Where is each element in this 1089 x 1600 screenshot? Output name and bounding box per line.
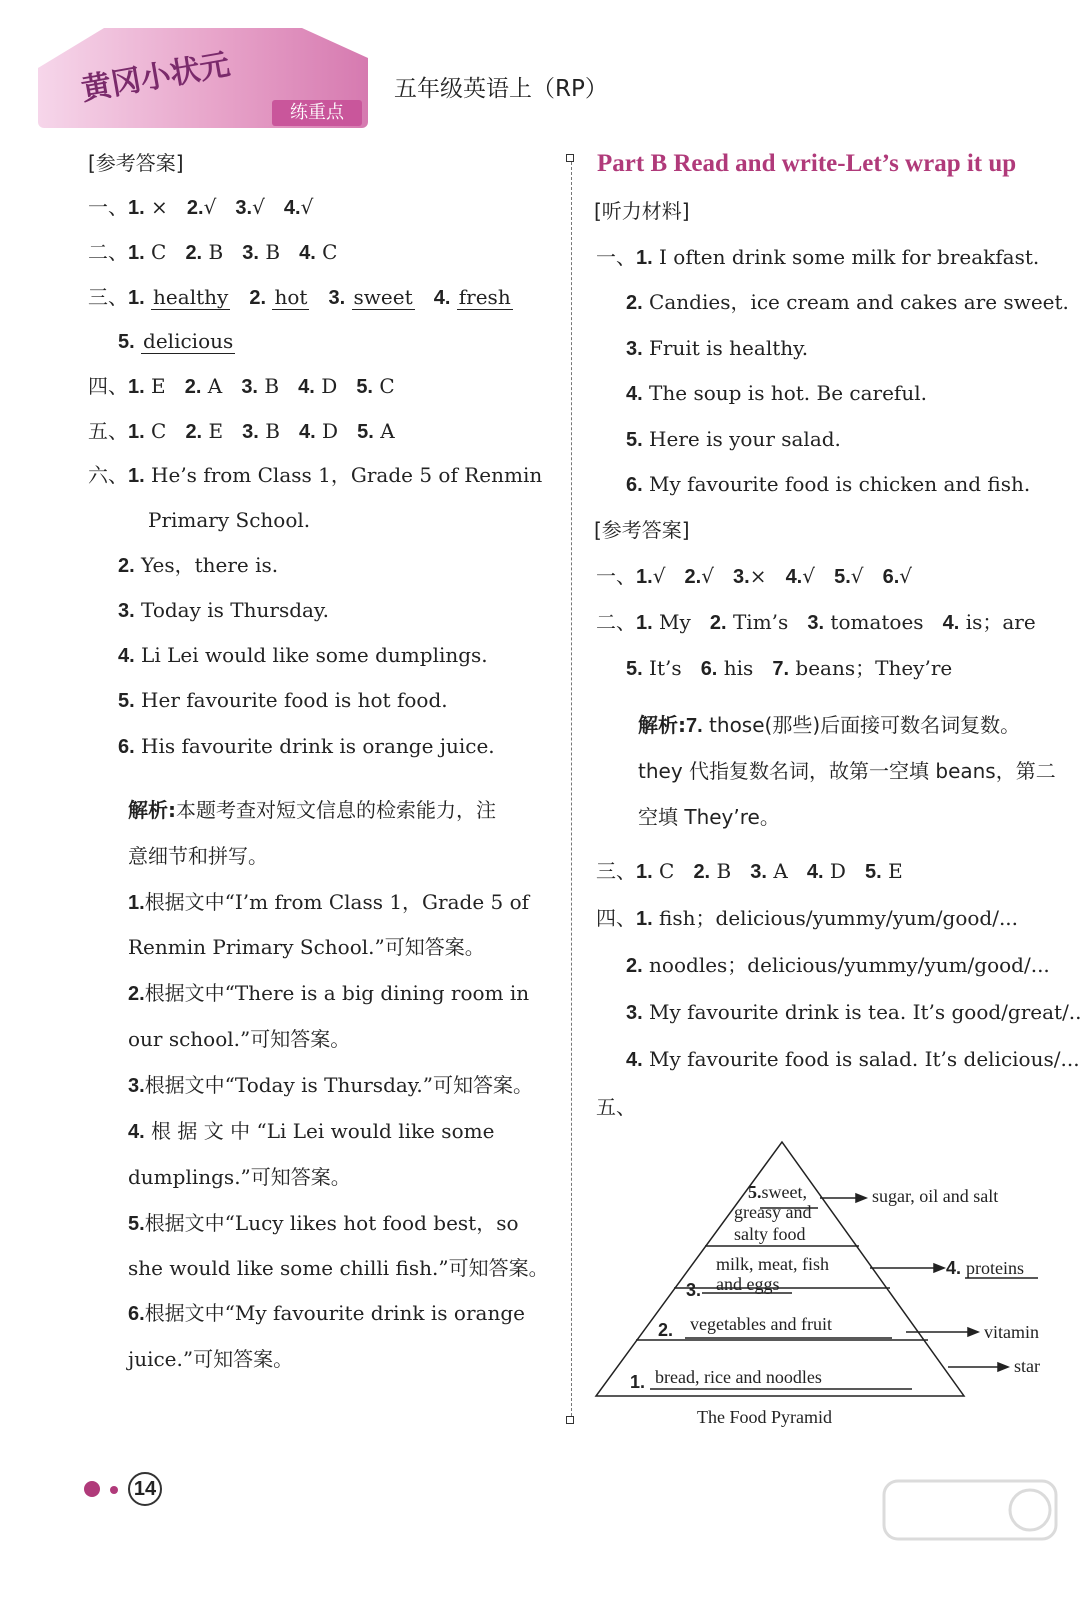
left-answer-row-3: 三、1. healthy 2. hot 3. sweet 4. fresh — [88, 285, 511, 309]
left-explain-2: 2.根据文中“There is a big dining room in — [128, 981, 530, 1005]
left-explain-1: 1.根据文中“I’m from Class 1，Grade 5 of — [128, 890, 530, 914]
divider-bottom-cap — [566, 1416, 574, 1424]
right-analysis-line1: 解析:7. those(那些)后面接可数名词复数。 — [638, 713, 1021, 737]
svg-text:and eggs: and eggs — [716, 1274, 780, 1294]
listening-heading: [听力材料] — [594, 199, 690, 223]
right-row5-prefix: 五、 — [596, 1095, 636, 1119]
left-answer-row-2: 二、1. C 2. B 3. B 4. C — [88, 240, 338, 264]
svg-text:greasy and: greasy and — [734, 1202, 812, 1222]
svg-text:sugar, oil and salt: sugar, oil and salt — [872, 1186, 999, 1206]
svg-text:vegetables and fruit: vegetables and fruit — [690, 1314, 832, 1334]
listening-item: 4. The soup is hot. Be careful. — [626, 381, 927, 405]
left-explain-1-cont: Renmin Primary School.”可知答案。 — [128, 935, 485, 959]
arrow-icon — [968, 1328, 978, 1336]
left-explain-4-cont: dumplings.”可知答案。 — [128, 1165, 351, 1189]
left-row6-q4: 4. Li Lei would like some dumplings. — [118, 643, 488, 667]
page-dot-small — [110, 1486, 118, 1494]
right-row4-item: 4. My favourite food is salad. It’s delicious/... — [626, 1047, 1080, 1071]
svg-text:1.: 1. — [630, 1372, 646, 1392]
left-row6-q3: 3. Today is Thursday. — [118, 598, 329, 622]
right-analysis-line3: 空填 They’re。 — [638, 805, 780, 829]
svg-text:star: star — [1014, 1356, 1040, 1376]
svg-text:2.: 2. — [658, 1320, 674, 1340]
right-analysis-line2: they 代指复数名词，故第一空填 beans，第二 — [638, 759, 1056, 783]
divider-top-cap — [566, 154, 574, 162]
left-answer-row-5: 五、1. C 2. E 3. B 4. D 5. A — [88, 419, 395, 443]
listening-item: 一、1. I often drink some milk for breakfast. — [596, 245, 1040, 269]
left-answer-heading: [参考答案] — [88, 151, 184, 175]
right-answer-row-2-cont: 5. It’s 6. his 7. beans；They’re — [626, 656, 953, 680]
left-explain-3: 3.根据文中“Today is Thursday.”可知答案。 — [128, 1073, 534, 1097]
left-explain-2-cont: our school.”可知答案。 — [128, 1027, 351, 1051]
logo: 黄冈小状元 — [78, 47, 233, 108]
left-row6-q1-cont: Primary School. — [148, 508, 311, 532]
right-row4-item: 3. My favourite drink is tea. It’s good/great/.. — [626, 1000, 1082, 1024]
left-answer-row-3-cont: 5. delicious — [118, 329, 234, 353]
column-divider — [571, 162, 572, 1416]
right-answer-row-3: 三、1. C 2. B 3. A 4. D 5. E — [596, 859, 903, 883]
svg-text:3.: 3. — [686, 1280, 702, 1300]
svg-text:milk, meat, fish: milk, meat, fish — [716, 1254, 829, 1274]
left-answer-row-1: 一、1. × 2.√ 3.√ 4.√ — [88, 195, 314, 219]
listening-item: 6. My favourite food is chicken and fish. — [626, 472, 1031, 496]
arrow-icon — [934, 1264, 944, 1272]
left-explain-6: 6.根据文中“My favourite drink is orange — [128, 1301, 525, 1325]
listening-item: 3. Fruit is healthy. — [626, 336, 809, 360]
right-answer-heading: [参考答案] — [594, 518, 690, 542]
svg-text:4.: 4. — [946, 1258, 962, 1278]
left-row6-q1: 六、1. He’s from Class 1，Grade 5 of Renmin — [88, 463, 543, 487]
food-pyramid-diagram — [580, 1130, 1060, 1440]
left-answer-row-4: 四、1. E 2. A 3. B 4. D 5. C — [88, 374, 395, 398]
left-row6-q6: 6. His favourite drink is orange juice. — [118, 734, 495, 758]
page-number: 14 — [128, 1472, 162, 1506]
book-title: 五年级英语上（RP） — [394, 76, 608, 102]
right-row4-item: 2. noodles；delicious/yummy/yum/good/... — [626, 953, 1050, 977]
left-analysis-line2: 意细节和拼写。 — [128, 844, 268, 868]
arrow-icon — [856, 1194, 866, 1202]
header-subtitle: 练重点 — [272, 100, 362, 126]
page-dot-large — [84, 1481, 100, 1497]
left-analysis-line1: 解析:本题考查对短文信息的检索能力，注 — [128, 798, 496, 822]
left-row6-q2: 2. Yes，there is. — [118, 553, 279, 577]
listening-item: 5. Here is your salad. — [626, 427, 841, 451]
arrow-icon — [998, 1363, 1008, 1371]
svg-text:salty food: salty food — [734, 1224, 806, 1244]
svg-text:proteins: proteins — [966, 1258, 1024, 1278]
left-explain-4: 4. 根 据 文 中 “Li Lei would like some — [128, 1119, 495, 1143]
svg-text:The Food Pyramid: The Food Pyramid — [697, 1407, 832, 1427]
svg-text:vitamin: vitamin — [984, 1322, 1039, 1342]
right-row4-item: 四、1. fish；delicious/yummy/yum/good/... — [596, 906, 1019, 930]
svg-text:5.sweet,: 5.sweet, — [748, 1182, 807, 1202]
listening-item: 2. Candies，ice cream and cakes are sweet. — [626, 290, 1069, 314]
right-answer-row-2: 二、1. My 2. Tim’s 3. tomatoes 4. is；are — [596, 610, 1036, 634]
part-title: Part B Read and write-Let’s wrap it up — [597, 150, 1017, 177]
left-explain-5: 5.根据文中“Lucy likes hot food best，so — [128, 1211, 519, 1235]
left-explain-5-cont: she would like some chilli fish.”可知答案。 — [128, 1256, 549, 1280]
watermark-logo — [880, 1475, 1060, 1575]
svg-text:bread, rice and noodles: bread, rice and noodles — [655, 1367, 822, 1387]
left-row6-q5: 5. Her favourite food is hot food. — [118, 688, 448, 712]
right-answer-row-1: 一、1.√ 2.√ 3.× 4.√ 5.√ 6.√ — [596, 564, 913, 588]
left-explain-6-cont: juice.”可知答案。 — [128, 1347, 294, 1371]
